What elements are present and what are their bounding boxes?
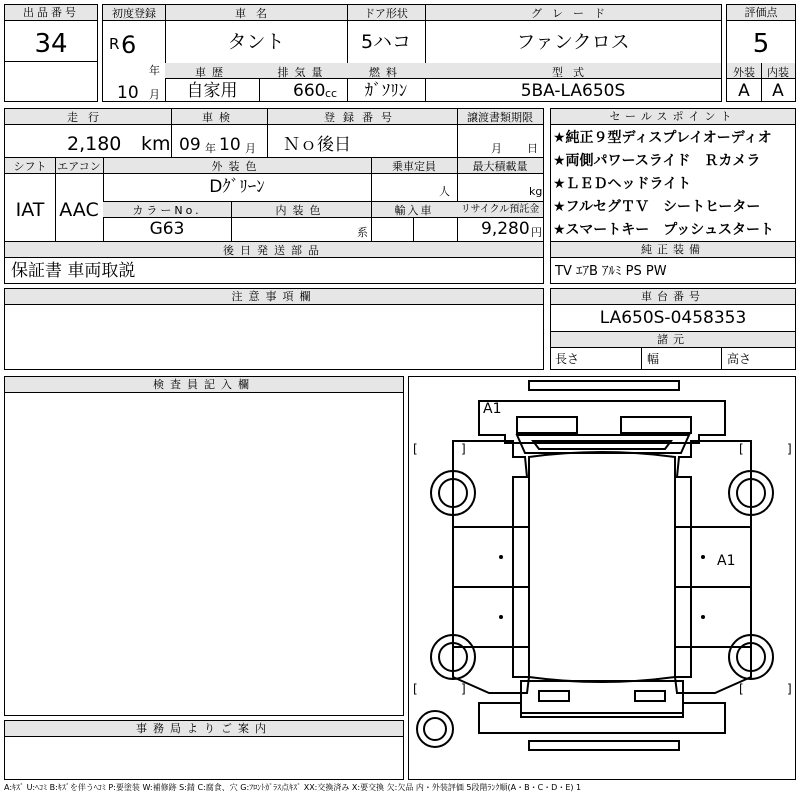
vehicle-info-box: [102, 4, 722, 102]
color-no-value: G63: [149, 219, 185, 239]
displacement-header: 排気量: [277, 66, 329, 79]
door-type: 5ハコ: [360, 31, 412, 53]
svg-text:]: ]: [787, 442, 792, 456]
ext-color-value: Dｸﾞﾘｰﾝ: [209, 177, 265, 197]
inspector-box: [4, 376, 404, 716]
car-name-header: 車名: [235, 7, 277, 20]
load-header: 最大積載量: [472, 160, 528, 173]
later-parts-value: 保証書 車両取説: [11, 261, 136, 281]
capacity-unit: 人: [439, 185, 450, 198]
capacity-header: 乗車定員: [392, 160, 436, 173]
first-reg-era: R: [109, 35, 120, 53]
door-header: ドア形状: [364, 7, 408, 20]
fuel-header: 燃料: [369, 66, 403, 79]
model-value: 5BA-LA650S: [520, 81, 626, 101]
model-header: 型式: [552, 66, 594, 79]
office-box: [4, 720, 404, 780]
damage-mark-right: A1: [717, 553, 736, 569]
svg-text:[: [: [413, 682, 418, 696]
transfer-header: 譲渡書類期限: [467, 111, 533, 124]
history-header: 車歴: [195, 66, 229, 79]
plate-header: 登録番号: [324, 111, 400, 124]
equipment-value: TV ｴｱB ｱﾙﾐ PS PW: [555, 264, 667, 279]
sales-points-header: セールスポイント: [551, 109, 795, 125]
mileage-value: 2,180: [67, 133, 122, 155]
displacement-unit: cc: [325, 87, 338, 100]
grade-header: グレード: [531, 7, 615, 20]
int-color-header: 内装色: [275, 204, 327, 217]
history-value: 自家用: [186, 81, 238, 101]
notes-box: [4, 288, 544, 370]
notes-header: 注意事項欄: [5, 289, 543, 305]
lot-number: 34: [34, 29, 68, 59]
score-header: 評価点: [727, 5, 795, 21]
damage-mark-front: A1: [483, 401, 502, 417]
svg-text:[: [: [739, 442, 744, 456]
color-no-header: カラーNo.: [132, 204, 202, 217]
load-unit: kg: [529, 185, 543, 198]
transfer-day-unit: 日: [527, 142, 538, 155]
svg-text:]: ]: [461, 682, 466, 696]
first-reg-month-unit: 月: [149, 88, 160, 101]
lot-header: 出品番号: [5, 5, 97, 21]
fuel-value: ｶﾞｿﾘﾝ: [364, 81, 408, 101]
inspector-header: 検査員記入欄: [5, 377, 403, 393]
displacement-value: 660: [293, 81, 326, 101]
ext-color-header: 外装色: [211, 160, 263, 173]
inspection-year-unit: 年: [205, 142, 216, 155]
sales-point-1: ★純正９型ディスプレイオーディオ: [553, 130, 772, 146]
plate-value: Ｎｏ後日: [283, 135, 351, 155]
sales-point-5: ★スマートキー プッシュスタート: [553, 222, 775, 238]
dims-header: 諸元: [551, 332, 795, 348]
inspection-month-unit: 月: [245, 142, 256, 155]
mileage-unit: km: [141, 133, 171, 155]
car-name: タント: [227, 31, 285, 53]
score-value: 5: [752, 29, 770, 59]
shift-value: IAT: [15, 199, 45, 221]
detail-box: [4, 108, 544, 284]
equipment-header: 純正装備: [551, 242, 795, 258]
first-reg-month: 10: [117, 83, 139, 103]
chassis-box: [550, 288, 796, 370]
inspection-year: 09: [179, 135, 201, 155]
first-reg-header: 初度登録: [112, 7, 156, 20]
inspection-month: 10: [219, 135, 241, 155]
sales-point-3: ★ＬＥＤヘッドライト: [553, 176, 692, 192]
svg-text:[: [: [413, 442, 418, 456]
legend: A:ｷｽﾞ U:ﾍｺﾐ B:ｷｽﾞを伴うﾍｺﾐ P:要塗装 W:補修跡 S:錆 C:腐食、穴 G:ﾌﾛﾝﾄｶﾞﾗｽ点ｷｽﾞ XX:交換済み X:要交換 欠:欠品 内・外装評価 5段階ﾗﾝｸ順(A・B・C・D・E) 1: [4, 783, 582, 792]
int-score: A: [772, 81, 784, 101]
lot-box: [4, 4, 98, 102]
dims-length: 長さ: [555, 352, 580, 366]
chassis-value: LA650S-0458353: [599, 308, 747, 328]
svg-text:]: ]: [461, 442, 466, 456]
recycle-header: リサイクル預託金: [460, 204, 540, 215]
later-parts-header: 後日発送部品: [223, 244, 325, 257]
shift-header: シフト: [13, 160, 47, 173]
mileage-header: 走行: [67, 111, 109, 124]
inspection-header: 車検: [202, 111, 236, 124]
grade-value: ファンクロス: [516, 31, 630, 53]
sales-point-4: ★フルセグＴＶ シートヒーター: [553, 199, 761, 215]
sales-point-2: ★両側パワースライド Ｒカメラ: [553, 153, 761, 169]
car-diagram-box: [408, 376, 796, 780]
aircon-header: エアコン: [57, 160, 101, 173]
score-box: [726, 4, 796, 102]
ext-score-header: 外装: [733, 66, 755, 79]
first-reg-year-unit: 年: [149, 64, 160, 77]
svg-text:]: ]: [787, 682, 792, 696]
sales-points-box: [550, 108, 796, 284]
dims-width: 幅: [647, 352, 660, 366]
transfer-month-unit: 月: [491, 142, 502, 155]
first-reg-year: 6: [121, 31, 137, 59]
aircon-value: AAC: [59, 199, 99, 221]
int-score-header: 内装: [767, 66, 789, 79]
recycle-unit: 円: [531, 226, 542, 239]
car-diagram: [409, 377, 795, 779]
int-color-unit: 系: [357, 226, 368, 239]
office-header: 事務局よりご案内: [5, 721, 403, 737]
dims-height: 高さ: [727, 352, 752, 366]
recycle-value: 9,280: [481, 219, 530, 239]
import-header: 輸入車: [394, 204, 434, 217]
svg-text:[: [: [739, 682, 744, 696]
ext-score: A: [738, 81, 750, 101]
chassis-header: 車台番号: [551, 289, 795, 305]
